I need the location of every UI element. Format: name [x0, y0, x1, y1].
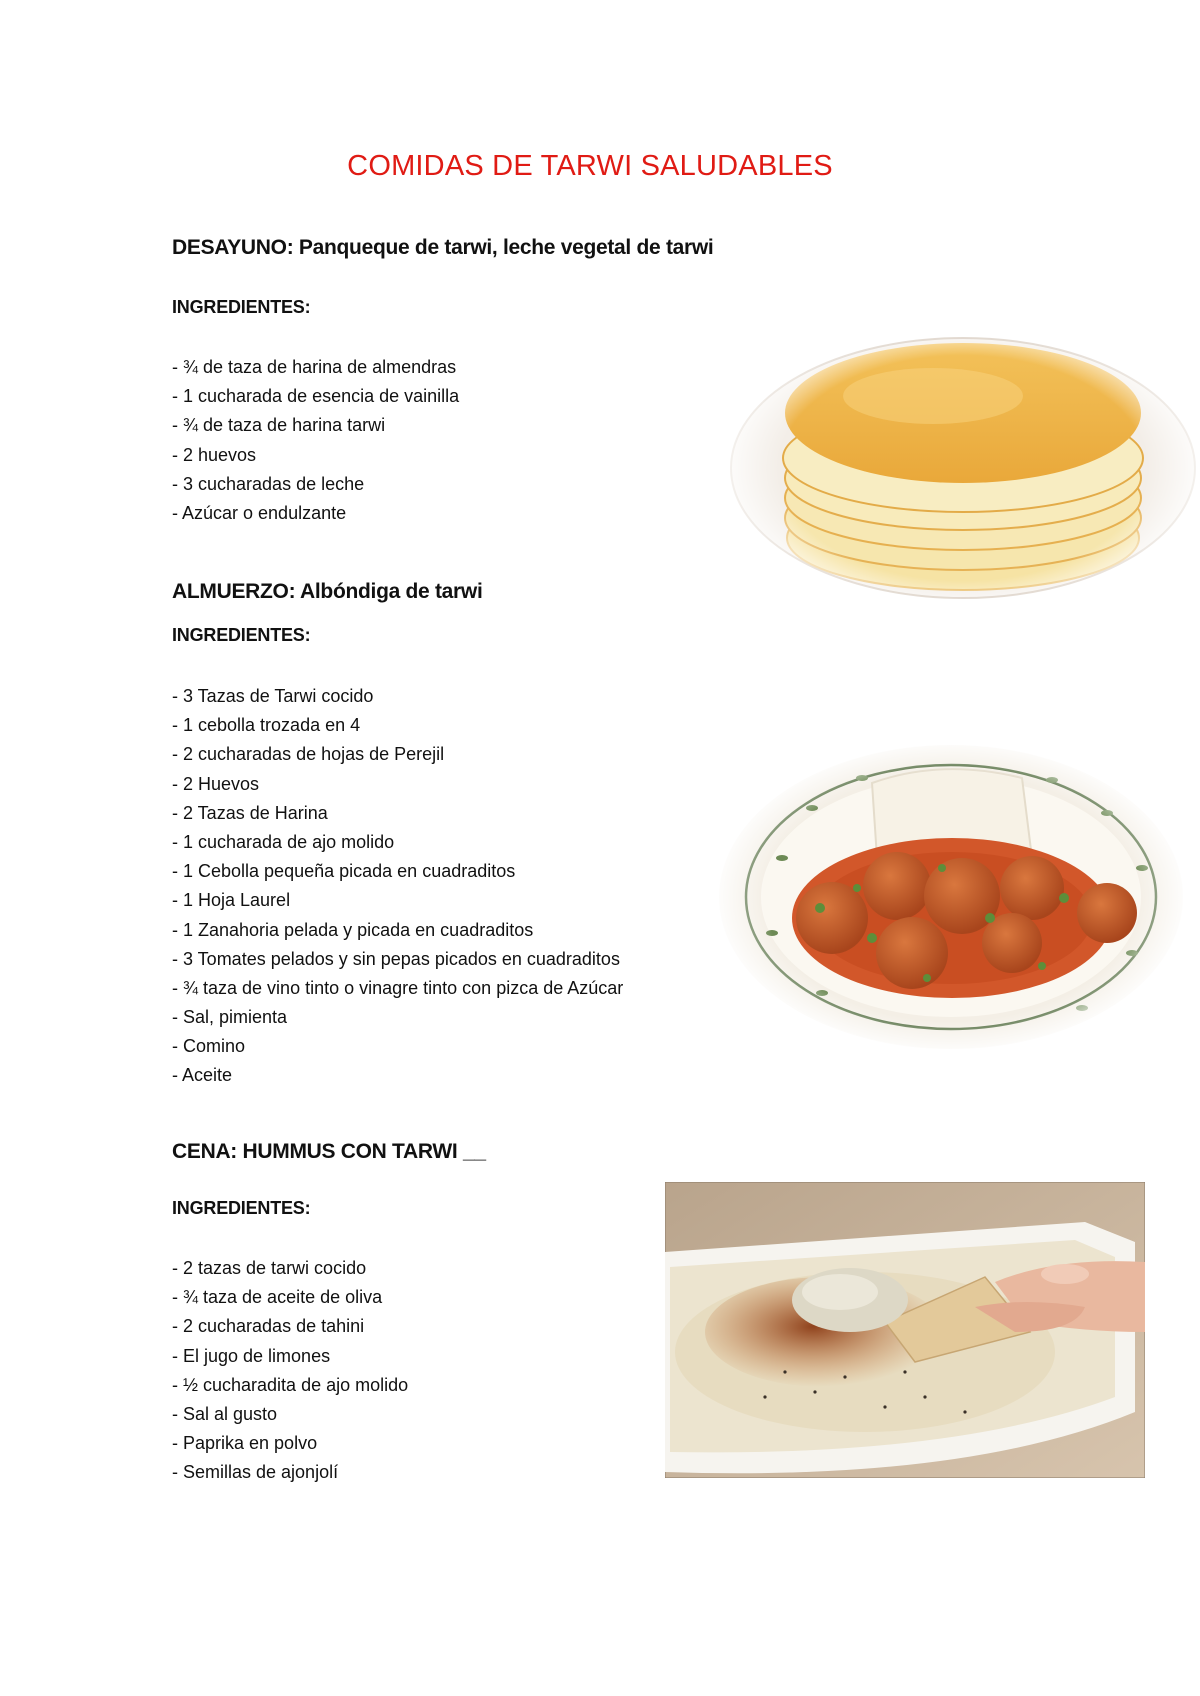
list-item: - 1 cucharada de ajo molido [172, 831, 395, 852]
list-item: - Sal, pimienta [172, 1007, 288, 1028]
hummus-image [665, 1182, 1145, 1478]
list-item: - Semillas de ajonjolí [172, 1462, 339, 1483]
list-item: - 1 Cebolla pequeña picada en cuadraditos [172, 861, 516, 882]
list-item: - Paprika en polvo [172, 1433, 318, 1454]
list-item: - ¾ de taza de harina de almendras [172, 357, 457, 377]
list-item: - Azúcar o endulzante [172, 502, 347, 523]
lunch-ingredients-label: INGREDIENTES: [172, 625, 311, 645]
list-item: - 2 tazas de tarwi cocido [172, 1258, 367, 1278]
list-item: - Sal al gusto [172, 1403, 278, 1424]
list-item: - 2 Huevos [172, 773, 260, 794]
list-item: - 3 cucharadas de leche [172, 473, 365, 494]
list-item: - 1 Hoja Laurel [172, 890, 291, 911]
list-item: - ½ cucharadita de ajo molido [172, 1374, 409, 1395]
lunch-ingredient-list [172, 682, 623, 1091]
dinner-heading: CENA: HUMMUS CON TARWI __ [172, 1140, 486, 1163]
dinner-ingredients-label: INGREDIENTES: [172, 1198, 311, 1218]
breakfast-heading: DESAYUNO: Panqueque de tarwi, leche vegetal de tarwi [172, 236, 714, 259]
list-item: - Aceite [172, 1065, 233, 1086]
list-item: - 1 Zanahoria pelada y picada en cuadraditos [172, 919, 534, 940]
pancake-image [718, 318, 1200, 618]
list-item: - 1 cebolla trozada en 4 [172, 715, 361, 736]
list-item: - 1 cucharada de esencia de vainilla [172, 386, 460, 407]
list-item: - ¾ taza de vino tinto o vinagre tinto con pizca de Azúcar [172, 977, 624, 998]
list-item: - 2 huevos [172, 444, 257, 465]
list-item: - 2 cucharadas de tahini [172, 1316, 365, 1337]
breakfast-ingredient-list [172, 353, 459, 528]
page-title: COMIDAS DE TARWI SALUDABLES [347, 150, 833, 182]
list-item: - ¾ de taza de harina tarwi [172, 415, 386, 436]
list-item: - ¾ taza de aceite de oliva [172, 1287, 383, 1308]
lunch-heading: ALMUERZO: Albóndiga de tarwi [172, 580, 483, 603]
breakfast-ingredients-label: INGREDIENTES: [172, 297, 311, 317]
list-item: - 2 cucharadas de hojas de Perejil [172, 744, 445, 765]
list-item: - 3 Tazas de Tarwi cocido [172, 686, 374, 706]
list-item: - 2 Tazas de Harina [172, 802, 328, 823]
list-item: - 3 Tomates pelados y sin pepas picados en cuadraditos [172, 948, 620, 969]
list-item: - El jugo de limones [172, 1345, 331, 1366]
list-item: - Comino [172, 1036, 246, 1057]
meatball-image [712, 738, 1190, 1056]
dinner-ingredient-list [172, 1254, 408, 1488]
